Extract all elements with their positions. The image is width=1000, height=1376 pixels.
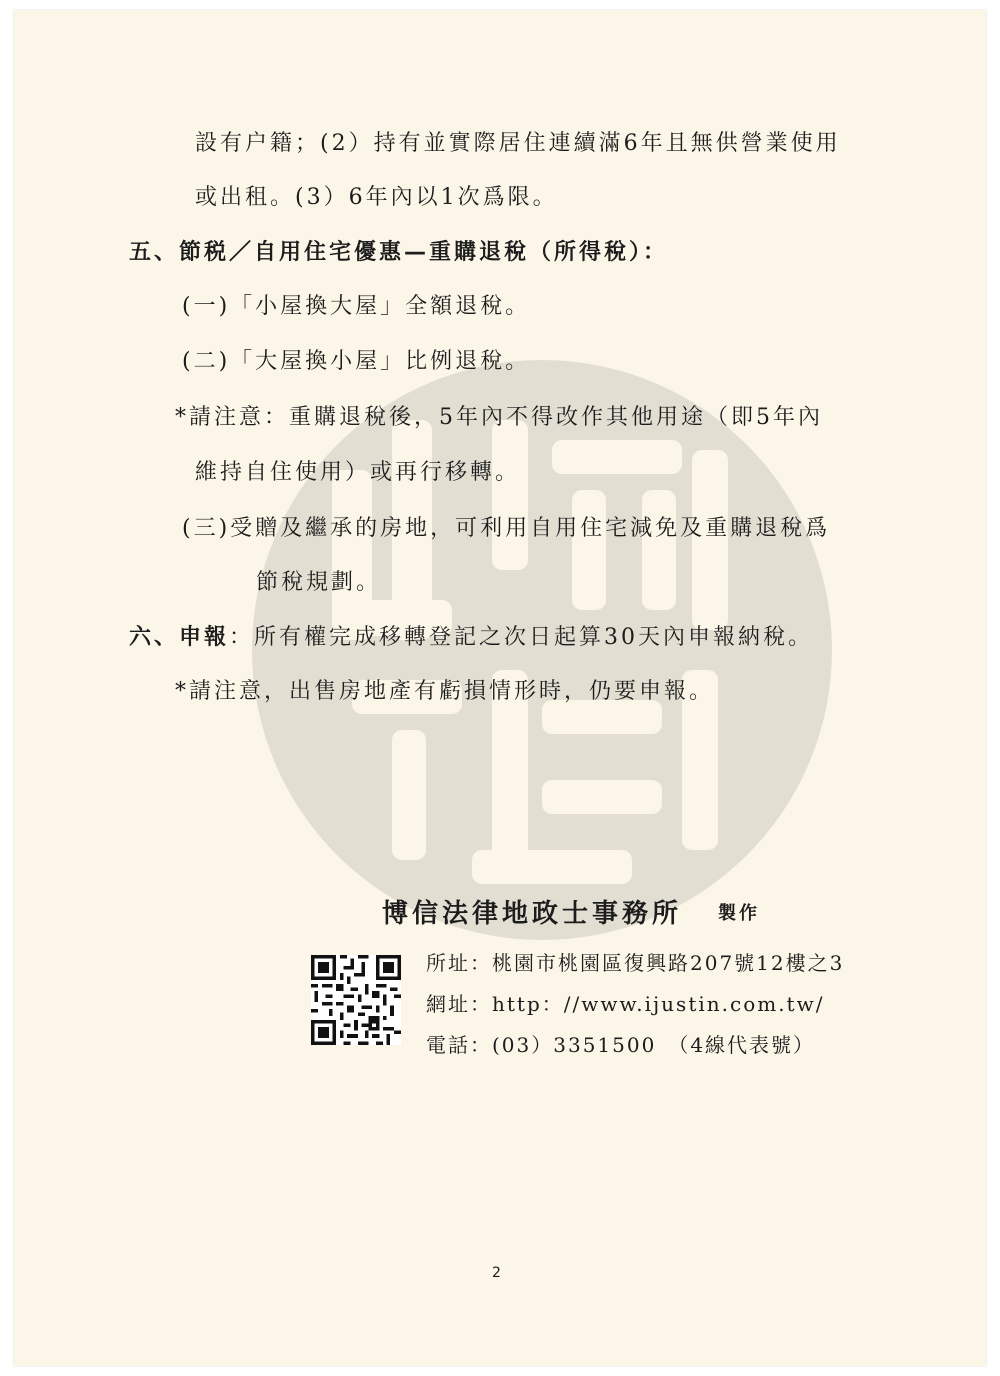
section-six-note: *請注意，出售房地產有虧損情形時，仍要申報。	[175, 679, 715, 704]
page-number: 2	[492, 1265, 501, 1281]
paragraph-line: 設有户籍；(2）持有並實際居住連續滿6年且無供營業使用	[195, 131, 841, 156]
section-five-heading: 五、節税／自用住宅優惠—重購退稅（所得稅）：	[129, 240, 669, 265]
firm-name: 博信法律地政士事務所	[382, 899, 683, 929]
address-line: 所址：桃園市桃園區復興路207號12樓之3	[426, 951, 845, 975]
section-five-item-two: (二)「大屋換小屋」比例退稅。	[182, 349, 531, 374]
document-page	[14, 10, 986, 1366]
section-five-note-continued: 維持自住使用）或再行移轉。	[195, 460, 521, 485]
website-link[interactable]: 網址：http：//www.ijustin.com.tw/	[426, 992, 825, 1016]
seal-watermark-icon	[242, 350, 842, 950]
paragraph-line: 或出租。(3）6年內以1次爲限。	[195, 185, 558, 210]
section-six-text: ：所有權完成移轉登記之次日起算30天內申報納稅。	[229, 625, 814, 650]
phone-line: 電話：(03）3351500 （4線代表號）	[426, 1033, 816, 1057]
maker-label: 製作	[718, 903, 760, 924]
section-five-note: *請注意：重購退稅後，5年內不得改作其他用途（即5年內	[175, 405, 823, 430]
section-five-item-three: (三)受贈及繼承的房地，可利用自用住宅減免及重購退稅爲	[182, 516, 831, 541]
section-six-heading: 六、申報	[129, 625, 230, 650]
qr-code-icon[interactable]	[311, 955, 401, 1045]
section-six-line	[129, 627, 813, 649]
section-five-item-three-continued: 節稅規劃。	[256, 570, 382, 595]
section-five-item-one: (一)「小屋換大屋」全額退稅。	[182, 294, 531, 319]
